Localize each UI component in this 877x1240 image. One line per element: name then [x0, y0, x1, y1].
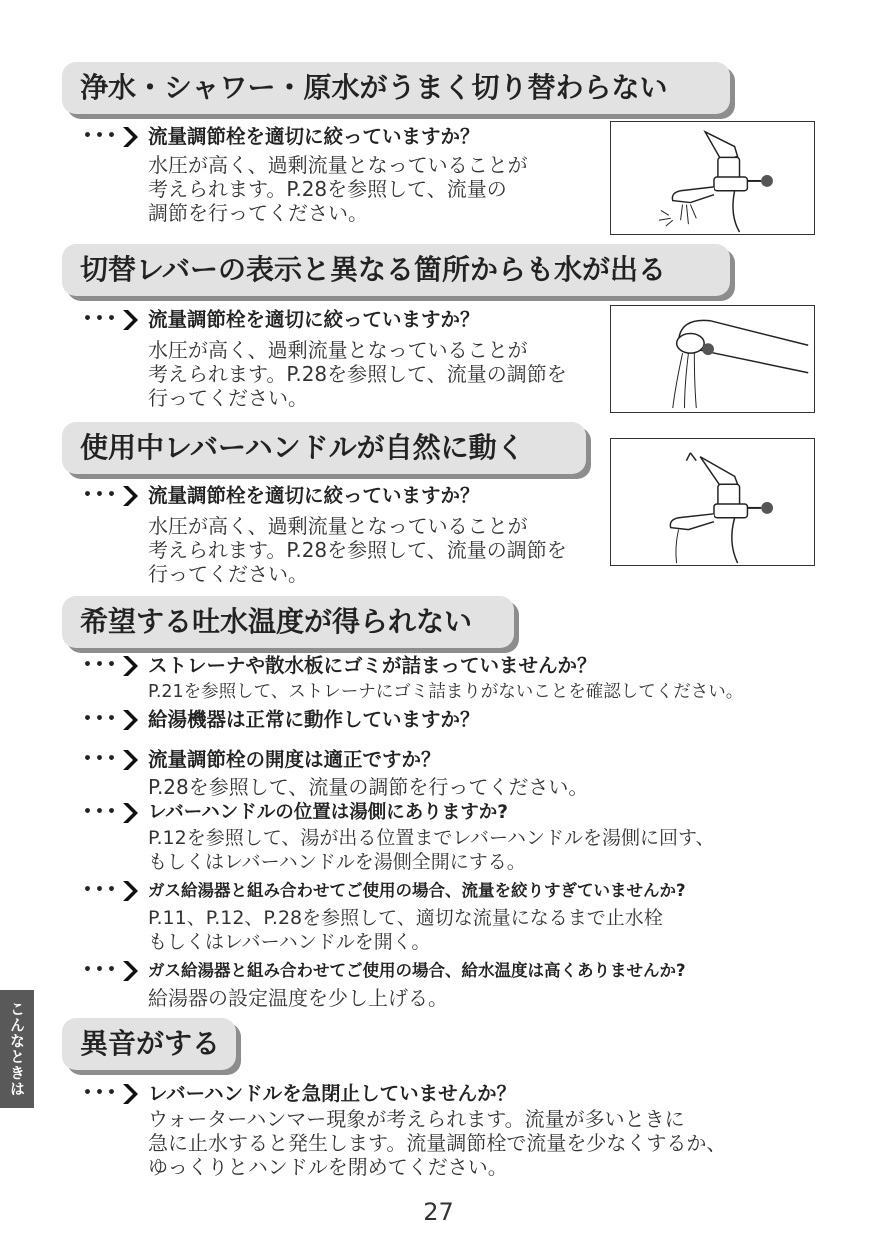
question-text: ストレーナや散水板にゴミが詰まっていませんか？: [148, 654, 597, 677]
answer-text: P.12を参照して、湯が出る位置までレバーハンドルを湯側に回す、 もしくはレバーハンドルを湯側全開にする。: [148, 827, 715, 873]
chevron-right-icon: [119, 126, 141, 148]
answer-text: 水圧が高く、過剰流量となっていることが 考えられます。P.28を参照して、流量の調節を 行ってください。: [148, 514, 567, 586]
side-tab-troubleshooting[interactable]: こんなときは: [0, 990, 34, 1108]
question-text: 給湯機器は正常に動作していますか？: [148, 708, 480, 731]
answer-text: 水圧が高く、過剰流量となっていることが 考えられます。P.28を参照して、流量の 調節を行ってください。: [148, 153, 528, 225]
bullet-dots: ･･･: [82, 800, 119, 825]
question-text: 流量調節栓を適切に絞っていますか？: [148, 308, 480, 331]
bullet-dots: ･･･: [82, 707, 119, 732]
chevron-right-icon: [119, 880, 141, 902]
question-text: ガス給湯器と組み合わせてご使用の場合、給水温度は高くありませんか?: [148, 961, 686, 980]
answer-text: 給湯器の設定温度を少し上げる。: [148, 986, 448, 1010]
bullet-dots: ･･･: [82, 124, 119, 149]
section-heading-switching: 浄水・シャワー・原水がうまく切り替わらない: [62, 62, 730, 114]
bullet-dots: ･･･: [82, 747, 119, 772]
bullet-dots: ･･･: [82, 653, 119, 678]
question-text: 流量調節栓を適切に絞っていますか？: [148, 125, 480, 148]
answer-text: 水圧が高く、過剰流量となっていることが 考えられます。P.28を参照して、流量の調節を 行ってください。: [148, 338, 567, 410]
section-heading-temperature: 希望する吐水温度が得られない: [62, 596, 514, 648]
question-text: レバーハンドルの位置は湯側にありますか?: [148, 802, 509, 823]
answer-text: P.21を参照して、ストレーナにゴミ詰まりがないことを確認してください。: [148, 682, 744, 702]
page-number: 27: [423, 1198, 454, 1226]
bullet-dots: ･･･: [82, 958, 119, 983]
question-text: 流量調節栓を適切に絞っていますか？: [148, 484, 480, 507]
chevron-right-icon: [119, 709, 141, 731]
section-heading-noise: 異音がする: [62, 1018, 236, 1070]
chevron-right-icon: [119, 309, 141, 331]
chevron-right-icon: [119, 1083, 141, 1105]
bullet-dots: ･･･: [82, 307, 119, 332]
bullet-dots: ･･･: [82, 878, 119, 903]
chevron-right-icon: [119, 749, 141, 771]
bullet-dots: ･･･: [82, 1081, 119, 1106]
section-heading-unexpected-outlet: 切替レバーの表示と異なる箇所からも水が出る: [62, 244, 730, 296]
chevron-right-icon: [119, 802, 141, 824]
question-text: ガス給湯器と組み合わせてご使用の場合、流量を絞りすぎていませんか?: [148, 881, 686, 900]
faucet-lever-illustration: [610, 438, 815, 566]
question-text: レバーハンドルを急閉止していませんか？: [148, 1082, 517, 1105]
answer-text: P.28を参照して、流量の調節を行ってください。: [148, 775, 589, 799]
faucet-splash-illustration: [610, 121, 815, 235]
chevron-right-icon: [119, 655, 141, 677]
bullet-dots: ･･･: [82, 483, 119, 508]
chevron-right-icon: [119, 960, 141, 982]
chevron-right-icon: [119, 485, 141, 507]
answer-text: P.11、P.12、P.28を参照して、適切な流量になるまで止水栓 もしくはレバーハンドルを開く。: [148, 907, 663, 953]
spout-illustration: [610, 305, 815, 413]
section-heading-lever-moves: 使用中レバーハンドルが自然に動く: [62, 422, 586, 474]
answer-text: ウォーターハンマー現象が考えられます。流量が多いときに 急に止水すると発生します。流量調節栓で流量を少なくするか、 ゆっくりとハンドルを閉めてください。: [148, 1107, 727, 1179]
question-text: 流量調節栓の開度は適正ですか？: [148, 748, 441, 771]
